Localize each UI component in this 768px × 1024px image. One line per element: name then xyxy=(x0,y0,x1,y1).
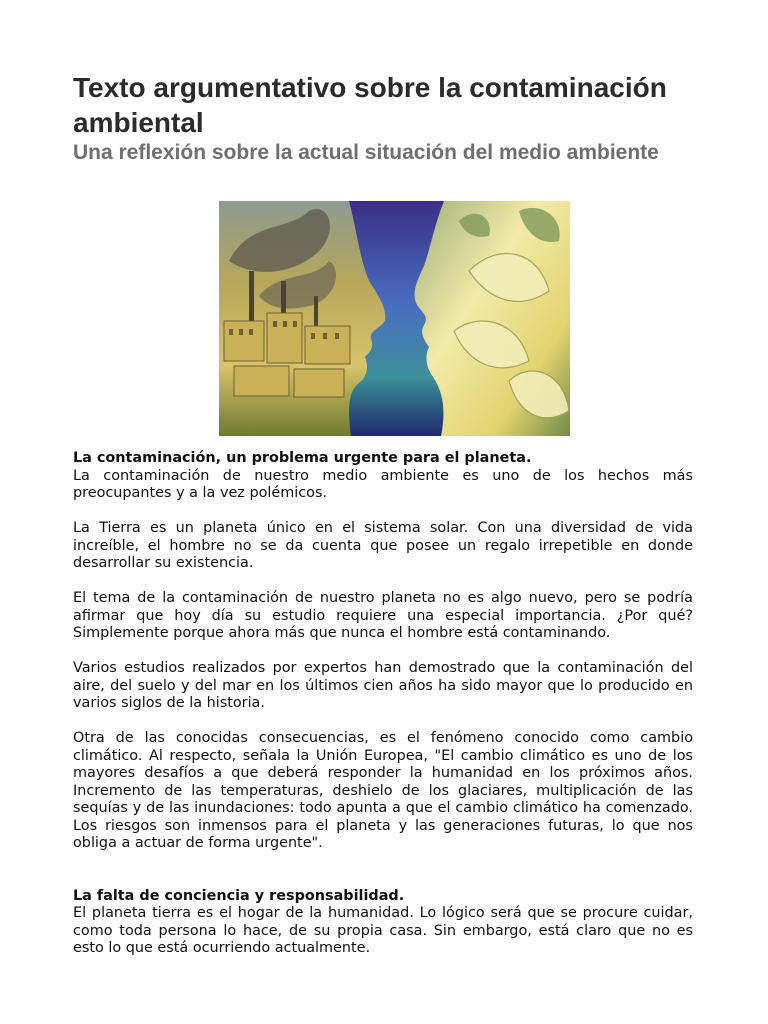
paragraph: El planeta tierra es el hogar de la humanidad. Lo lógico será que se procure cuidar, como toda persona lo hace, de su propia casa. Sin embargo, está claro que no es esto lo que está ocurriendo actualmente. xyxy=(73,905,693,956)
page-title: Texto argumentativo sobre la contaminación ambiental xyxy=(73,72,667,138)
paragraph: La Tierra es un planeta único en el sistema solar. Con una diversidad de vida increíble, el hombre no se da cuenta que posee un regalo irrepetible en donde desarrollar su existencia. xyxy=(73,520,693,571)
article-body xyxy=(73,450,693,958)
page-subtitle: Una reflexión sobre la actual situación del medio ambiente xyxy=(73,141,659,164)
paragraph: El tema de la contaminación de nuestro planeta no es algo nuevo, pero se podría afirmar que hoy día su estudio requiere una especial importancia. ¿Por qué? Simplemente porque ahora más que nunca el hombre está contaminando. xyxy=(73,590,693,641)
paragraph: Varios estudios realizados por expertos han demostrado que la contaminación del aire, del suelo y del mar en los últimos cien años ha sido mayor que lo producido en varios siglos de la historia. xyxy=(73,660,693,711)
paragraph: La contaminación de nuestro medio ambiente es uno de los hechos más preocupantes y a la vez polémicos. xyxy=(73,467,693,501)
paragraph: Otra de las conocidas consecuencias, es el fenómeno conocido como cambio climático. Al respecto, señala la Unión Europea, "El cambio climático es uno de los mayores desafíos a que deberá responder la humanidad en los próximos años. Incremento de las temperaturas, deshielo de los glaciares, multiplicación de las sequías y de las inundaciones: todo apunta a que el cambio climático ha comenzado. Los riesgos son inmensos para el planeta y las generaciones futuras, lo que nos obliga a actuar de forma urgente". xyxy=(73,730,693,851)
section-heading: La falta de conciencia y responsabilidad. xyxy=(73,887,405,904)
section-heading: La contaminación, un problema urgente para el planeta. xyxy=(73,450,532,466)
pollution-vs-nature-faces-illustration xyxy=(219,201,570,436)
